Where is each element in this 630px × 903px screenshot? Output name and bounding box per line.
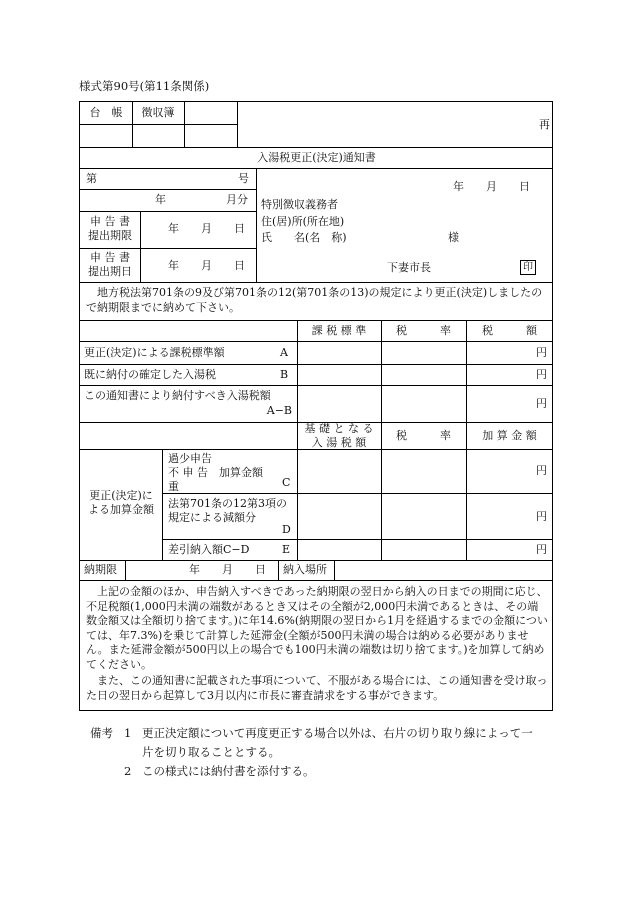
remark-2-number: 2: [124, 764, 132, 778]
address-label: 住(居)所(所在地): [261, 215, 345, 228]
row-d-label: 法第701条の12第3項の 規定による減額分: [168, 497, 287, 524]
line: [125, 560, 126, 580]
getsubun-label: 月分: [226, 193, 248, 206]
filing-deadline-date: 年 月 日: [168, 222, 245, 235]
line: [162, 539, 553, 540]
daicho-label: 台 帳: [89, 106, 123, 119]
line: [80, 364, 553, 365]
row-ab-yen: 円: [536, 397, 547, 410]
row-c-yen: 円: [536, 464, 547, 477]
row-ab-code: A−B: [266, 404, 292, 417]
document-title: 入湯税更正(決定)通知書: [257, 151, 376, 164]
row-e-yen: 円: [536, 543, 547, 556]
row-c-label: 過少申告 不 申 告 加算金額 重: [168, 452, 263, 493]
filing-date-label: 申 告 書 提出期日: [88, 251, 132, 278]
row-b-code: B: [280, 368, 289, 381]
line: [80, 124, 237, 125]
line: [184, 102, 185, 147]
line: [80, 168, 553, 169]
row-b-yen: 円: [536, 368, 547, 381]
remark-1-continued: 片を切り取ることとする。: [142, 745, 280, 759]
filing-date: 年 月 日: [168, 259, 245, 272]
row-e-code: E: [282, 543, 291, 556]
obligor-label: 特別徴収義務者: [261, 198, 338, 211]
row-c-code: C: [282, 476, 291, 489]
issue-date: 年 月 日: [453, 180, 530, 193]
line: [256, 168, 257, 282]
late-fee-explanation: 上記の金額のほか、申告納入すべきであった納期限の翌日から納入の日までの期間に応じ、不足税額(1,000円未満の端数があるとき又はその全額が2,000円未満であるときは、その端数金額又は全額切り捨てます。)に年14.6%(納期限の翌日から1月を経過するまでの金額については、年7.3%)を乗じて計算した延滞金(全額が500円未満の場合は納める必要がありません。また延滞金額が500円以上の場合でも100円未満の端数は切り捨てます。)を加算して納めてください。: [86, 585, 548, 671]
line: [278, 560, 279, 580]
row-e-label: 差引納入額C−D: [168, 543, 250, 556]
line: [140, 211, 141, 282]
tax-amount-header: 税 額: [482, 324, 537, 337]
go-label: 号: [238, 172, 249, 185]
row-a-label: 更正(決定)による課税標準額: [84, 346, 225, 359]
payment-deadline-date: 年 月 日: [189, 563, 266, 576]
basis-tax-header: 基 礎 と な る 入 湯 税 額: [304, 422, 374, 449]
row-d-yen: 円: [536, 510, 547, 523]
surcharge-group-label: 更正(決定)に よる加算金額: [88, 489, 154, 516]
name-label: 氏 名(名 称): [261, 231, 347, 244]
remark-2-text: この様式には納付書を添付する。: [142, 764, 315, 778]
tax-rate-header-2: 税 率: [396, 429, 451, 442]
line: [80, 320, 553, 321]
tax-rate-header: 税 率: [396, 324, 451, 337]
line: [80, 248, 256, 249]
line: [80, 580, 553, 581]
remark-1-text: 更正決定額について再度更正する場合以外は、右片の切り取り線によって一: [142, 726, 533, 740]
sama-label: 様: [448, 231, 459, 244]
filing-deadline-label: 申 告 書 提出期限: [88, 215, 132, 242]
seal-stamp: 印: [520, 260, 536, 275]
issuer-name: 下妻市長: [387, 261, 431, 274]
payment-place-label: 納入場所: [283, 563, 327, 576]
line: [80, 341, 553, 342]
row-ab-label: この通知書により納付すべき入湯税額: [84, 389, 271, 402]
tax-base-header: 課 税 標 準: [311, 324, 367, 337]
line: [80, 147, 553, 148]
form-number: 様式第90号(第11条関係): [79, 79, 210, 93]
row-d-code: D: [282, 523, 291, 536]
row-a-yen: 円: [536, 346, 547, 359]
notice-text: 地方税法第701条の9及び第701条の12(第701条の13)の規定により更正(決定)しましたので納期限までに納めて下さい。: [86, 286, 543, 314]
nen-label: 年: [155, 193, 166, 206]
line: [80, 282, 553, 283]
appeal-notice: また、この通知書に記載された事項について、不服がある場合には、この通知書を受け取った日の翌日から起算して3月以内に市長に審査請求をする事ができます。: [86, 674, 548, 702]
row-b-label: 既に納付の確定した入湯税: [84, 368, 216, 381]
payment-deadline-label: 納期限: [84, 563, 117, 576]
line: [80, 560, 553, 561]
dai-label: 第: [86, 172, 97, 185]
line: [80, 211, 256, 212]
remarks-label: 備考: [90, 726, 113, 740]
line: [80, 189, 256, 190]
resubmit-mark: 再: [539, 118, 550, 131]
row-a-code: A: [280, 346, 288, 359]
line: [162, 449, 163, 560]
line: [80, 385, 553, 386]
form-frame: [79, 101, 553, 711]
surcharge-amount-header: 加 算 金 額: [482, 429, 537, 442]
remark-1-number: 1: [124, 726, 132, 740]
choshubo-label: 徴収簿: [141, 106, 175, 119]
line: [334, 560, 335, 580]
line: [237, 102, 238, 147]
